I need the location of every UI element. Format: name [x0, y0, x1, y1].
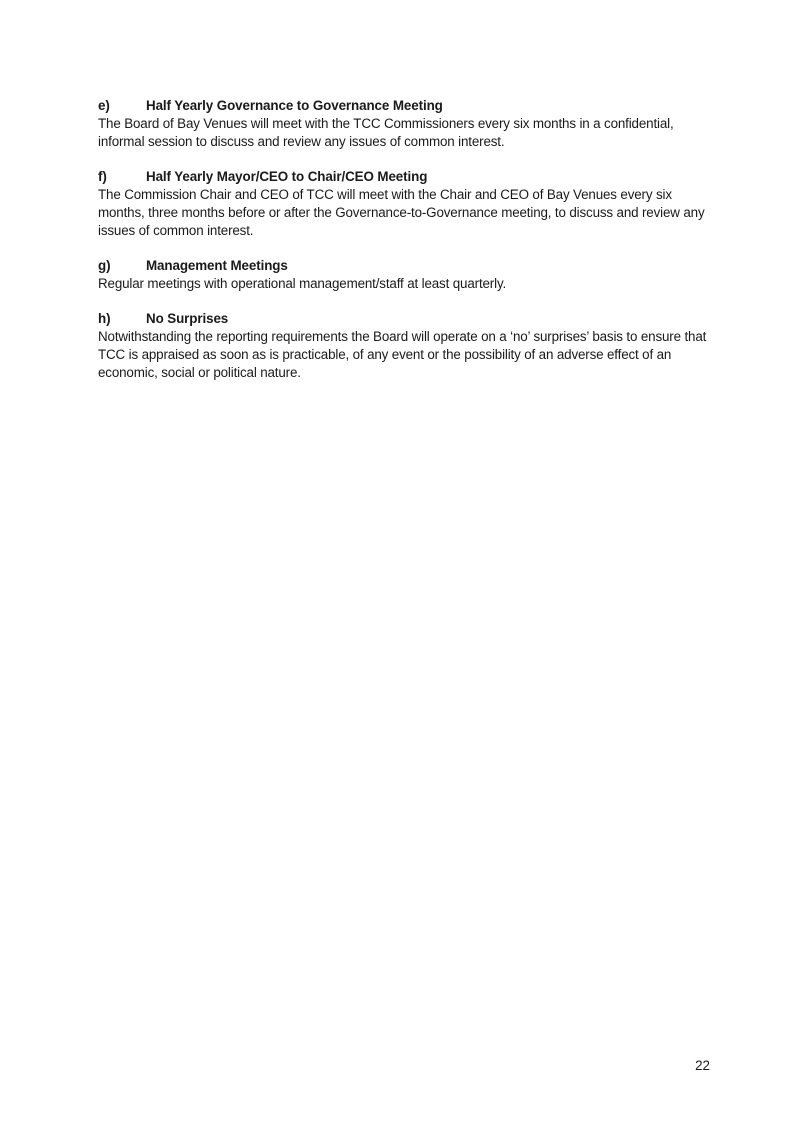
section-f: [98, 168, 713, 240]
section-body: The Commission Chair and CEO of TCC will meet with the Chair and CEO of Bay Venues every six months, three months before or after the Governance-to-Governance meeting, to discuss and review any issues of common interest.: [98, 187, 705, 238]
section-heading: [98, 168, 713, 186]
section-e: [98, 97, 713, 151]
section-title: Half Yearly Mayor/CEO to Chair/CEO Meeting: [146, 169, 428, 184]
document-content: [98, 97, 713, 399]
section-title: Management Meetings: [146, 258, 288, 273]
section-letter: f): [98, 169, 107, 184]
section-g: [98, 257, 713, 293]
section-letter: h): [98, 311, 111, 326]
section-body: Regular meetings with operational management/staff at least quarterly.: [98, 276, 507, 291]
section-heading: [98, 257, 713, 275]
section-body: The Board of Bay Venues will meet with the TCC Commissioners every six months in a confidential, informal session to discuss and review any issues of common interest.: [98, 116, 674, 149]
section-heading: [98, 97, 713, 115]
section-letter: g): [98, 258, 111, 273]
section-body: Notwithstanding the reporting requirements the Board will operate on a ‘no’ surprises’ basis to ensure that TCC is appraised as soon as is practicable, of any event or the possibility of an adverse effect of an economic, social or political nature.: [98, 329, 707, 380]
section-title: Half Yearly Governance to Governance Meeting: [146, 98, 443, 113]
section-h: [98, 310, 713, 382]
page-number: 22: [695, 1058, 710, 1073]
section-letter: e): [98, 98, 110, 113]
section-title: No Surprises: [146, 311, 229, 326]
section-heading: [98, 310, 713, 328]
